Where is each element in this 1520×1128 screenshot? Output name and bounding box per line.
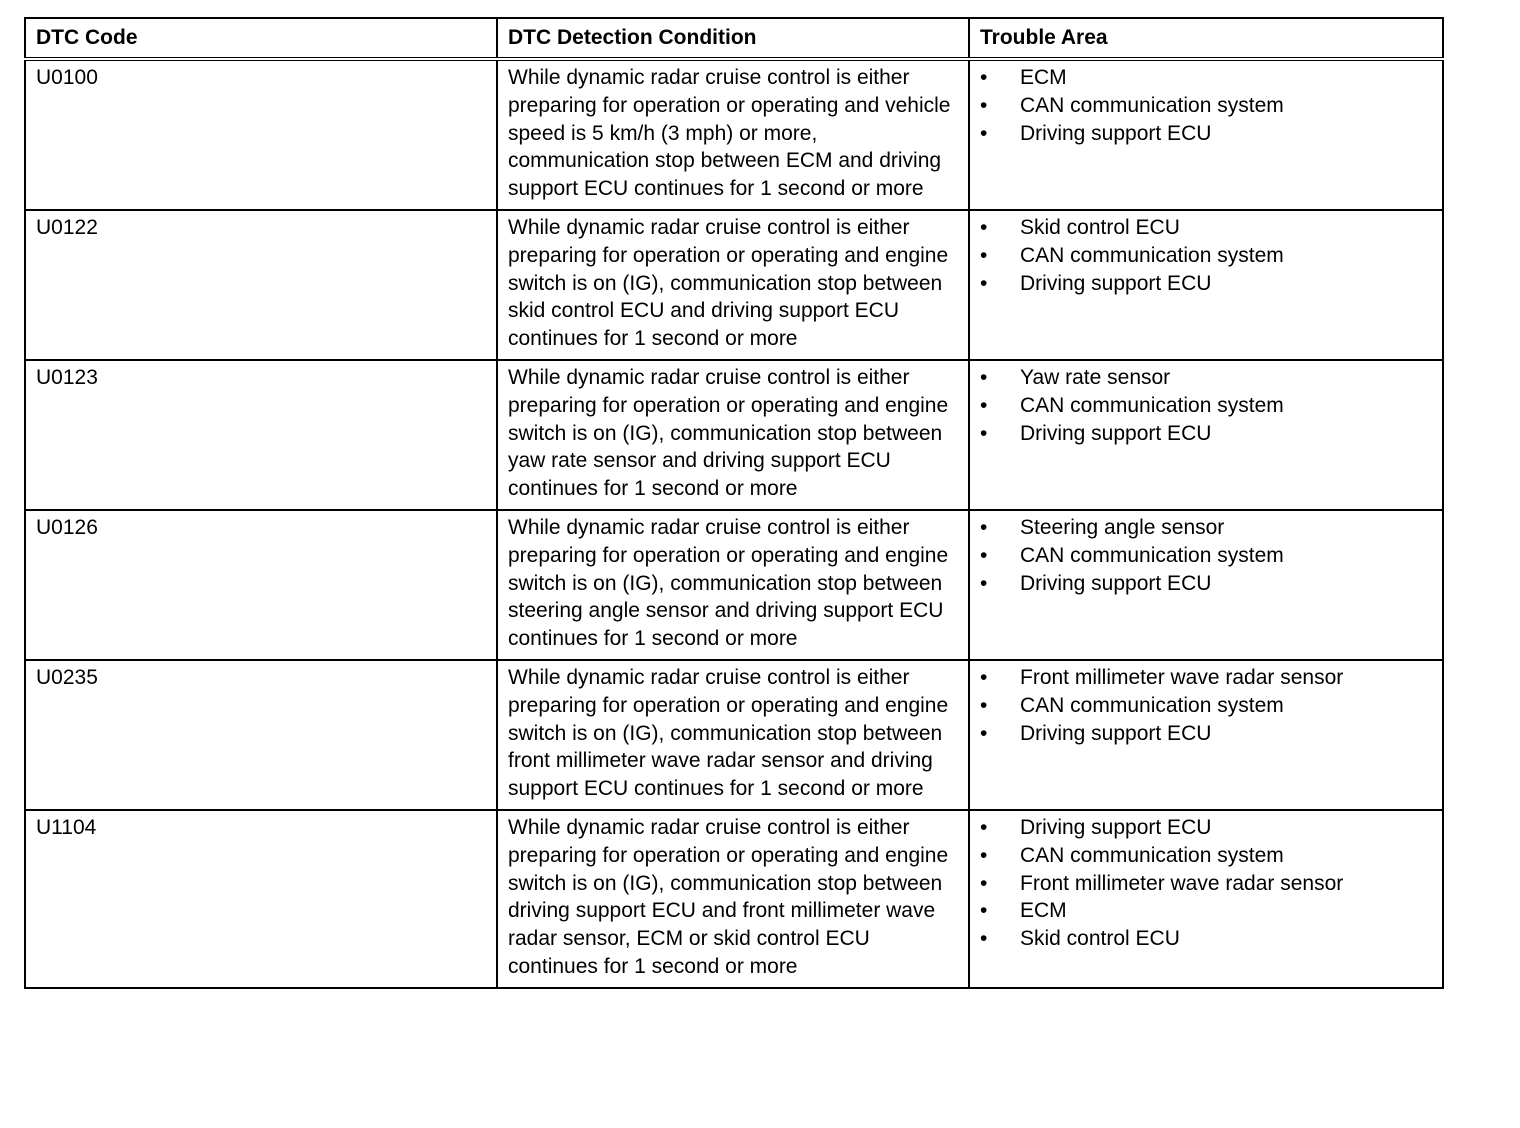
dtc-code-cell: U0123 bbox=[25, 360, 497, 510]
header-detection-condition: DTC Detection Condition bbox=[497, 18, 969, 59]
table-header bbox=[25, 18, 1443, 59]
header-trouble-area: Trouble Area bbox=[969, 18, 1443, 59]
trouble-area-list bbox=[980, 364, 1432, 447]
dtc-code-cell: U0126 bbox=[25, 510, 497, 660]
trouble-area-label: Driving support ECU bbox=[1020, 121, 1212, 145]
trouble-area-label: Front millimeter wave radar sensor bbox=[1020, 665, 1344, 689]
trouble-area-label: CAN communication system bbox=[1020, 243, 1284, 267]
table-row bbox=[25, 810, 1443, 988]
bullet-icon: • bbox=[980, 421, 988, 445]
trouble-area-label: CAN communication system bbox=[1020, 693, 1284, 717]
bullet-icon: • bbox=[980, 693, 988, 717]
trouble-area-label: Driving support ECU bbox=[1020, 571, 1212, 595]
bullet-icon: • bbox=[980, 815, 988, 839]
bullet-icon: • bbox=[980, 515, 988, 539]
trouble-area-list bbox=[980, 214, 1432, 297]
trouble-area-item bbox=[980, 392, 1432, 420]
table-body bbox=[25, 59, 1443, 988]
bullet-icon: • bbox=[980, 93, 988, 117]
trouble-area-label: ECM bbox=[1020, 899, 1067, 923]
trouble-area-label: Driving support ECU bbox=[1020, 815, 1212, 839]
header-row bbox=[25, 18, 1443, 59]
bullet-icon: • bbox=[980, 543, 988, 567]
trouble-area-label: Skid control ECU bbox=[1020, 215, 1180, 239]
bullet-icon: • bbox=[980, 215, 988, 239]
trouble-area-item bbox=[980, 92, 1432, 120]
trouble-area-item bbox=[980, 925, 1432, 953]
dtc-code-cell: U0122 bbox=[25, 210, 497, 360]
trouble-area-cell bbox=[969, 810, 1443, 988]
trouble-area-item bbox=[980, 542, 1432, 570]
header-dtc-code: DTC Code bbox=[25, 18, 497, 59]
trouble-area-item bbox=[980, 720, 1432, 748]
trouble-area-item bbox=[980, 270, 1432, 298]
bullet-icon: • bbox=[980, 871, 988, 895]
bullet-icon: • bbox=[980, 271, 988, 295]
trouble-area-label: Driving support ECU bbox=[1020, 271, 1212, 295]
trouble-area-item bbox=[980, 242, 1432, 270]
trouble-area-item bbox=[980, 570, 1432, 598]
bullet-icon: • bbox=[980, 365, 988, 389]
trouble-area-label: Skid control ECU bbox=[1020, 927, 1180, 951]
trouble-area-cell bbox=[969, 59, 1443, 210]
trouble-area-label: CAN communication system bbox=[1020, 93, 1284, 117]
trouble-area-item bbox=[980, 842, 1432, 870]
bullet-icon: • bbox=[980, 243, 988, 267]
trouble-area-list bbox=[980, 664, 1432, 747]
detection-condition-cell: While dynamic radar cruise control is either preparing for operation or operating and vehicle speed is 5 km/h (3 mph) or more, communication stop between ECM and driving support ECU continues for 1 second or more bbox=[497, 59, 969, 210]
trouble-area-label: Driving support ECU bbox=[1020, 421, 1212, 445]
trouble-area-label: ECM bbox=[1020, 66, 1067, 89]
trouble-area-cell bbox=[969, 510, 1443, 660]
table-row bbox=[25, 360, 1443, 510]
bullet-icon: • bbox=[980, 393, 988, 417]
dtc-code-cell: U0100 bbox=[25, 59, 497, 210]
detection-condition-cell: While dynamic radar cruise control is either preparing for operation or operating and engine switch is on (IG), communication stop between front millimeter wave radar sensor and driving support ECU continues for 1 second or more bbox=[497, 660, 969, 810]
trouble-area-label: CAN communication system bbox=[1020, 543, 1284, 567]
detection-condition-cell: While dynamic radar cruise control is either preparing for operation or operating and engine switch is on (IG), communication stop between steering angle sensor and driving support ECU continues for 1 second or more bbox=[497, 510, 969, 660]
trouble-area-label: Driving support ECU bbox=[1020, 721, 1212, 745]
detection-condition-cell: While dynamic radar cruise control is either preparing for operation or operating and engine switch is on (IG), communication stop between driving support ECU and front millimeter wave radar sensor, ECM or skid control ECU continues for 1 second or more bbox=[497, 810, 969, 988]
trouble-area-item bbox=[980, 64, 1432, 92]
bullet-icon: • bbox=[980, 571, 988, 595]
detection-condition-cell: While dynamic radar cruise control is either preparing for operation or operating and engine switch is on (IG), communication stop between skid control ECU and driving support ECU continues for 1 second or more bbox=[497, 210, 969, 360]
trouble-area-item bbox=[980, 692, 1432, 720]
dtc-table bbox=[24, 17, 1444, 989]
bullet-icon: • bbox=[980, 66, 988, 89]
trouble-area-item bbox=[980, 514, 1432, 542]
table-row bbox=[25, 660, 1443, 810]
trouble-area-item bbox=[980, 364, 1432, 392]
trouble-area-list bbox=[980, 64, 1432, 147]
trouble-area-item bbox=[980, 664, 1432, 692]
table-row bbox=[25, 510, 1443, 660]
table-row bbox=[25, 59, 1443, 210]
bullet-icon: • bbox=[980, 927, 988, 951]
table-row bbox=[25, 210, 1443, 360]
trouble-area-label: CAN communication system bbox=[1020, 843, 1284, 867]
dtc-code-cell: U0235 bbox=[25, 660, 497, 810]
trouble-area-label: Yaw rate sensor bbox=[1020, 365, 1171, 389]
trouble-area-item bbox=[980, 420, 1432, 448]
dtc-code-cell: U1104 bbox=[25, 810, 497, 988]
trouble-area-list bbox=[980, 514, 1432, 597]
trouble-area-item bbox=[980, 814, 1432, 842]
trouble-area-label: Front millimeter wave radar sensor bbox=[1020, 871, 1344, 895]
bullet-icon: • bbox=[980, 843, 988, 867]
bullet-icon: • bbox=[980, 121, 988, 145]
bullet-icon: • bbox=[980, 899, 988, 923]
bullet-icon: • bbox=[980, 665, 988, 689]
trouble-area-item bbox=[980, 120, 1432, 148]
trouble-area-item bbox=[980, 870, 1432, 898]
trouble-area-item bbox=[980, 897, 1432, 925]
trouble-area-cell bbox=[969, 360, 1443, 510]
detection-condition-cell: While dynamic radar cruise control is either preparing for operation or operating and engine switch is on (IG), communication stop between yaw rate sensor and driving support ECU continues for 1 second or more bbox=[497, 360, 969, 510]
bullet-icon: • bbox=[980, 721, 988, 745]
trouble-area-label: CAN communication system bbox=[1020, 393, 1284, 417]
trouble-area-item bbox=[980, 214, 1432, 242]
trouble-area-list bbox=[980, 814, 1432, 953]
trouble-area-cell bbox=[969, 210, 1443, 360]
trouble-area-label: Steering angle sensor bbox=[1020, 515, 1225, 539]
trouble-area-cell bbox=[969, 660, 1443, 810]
